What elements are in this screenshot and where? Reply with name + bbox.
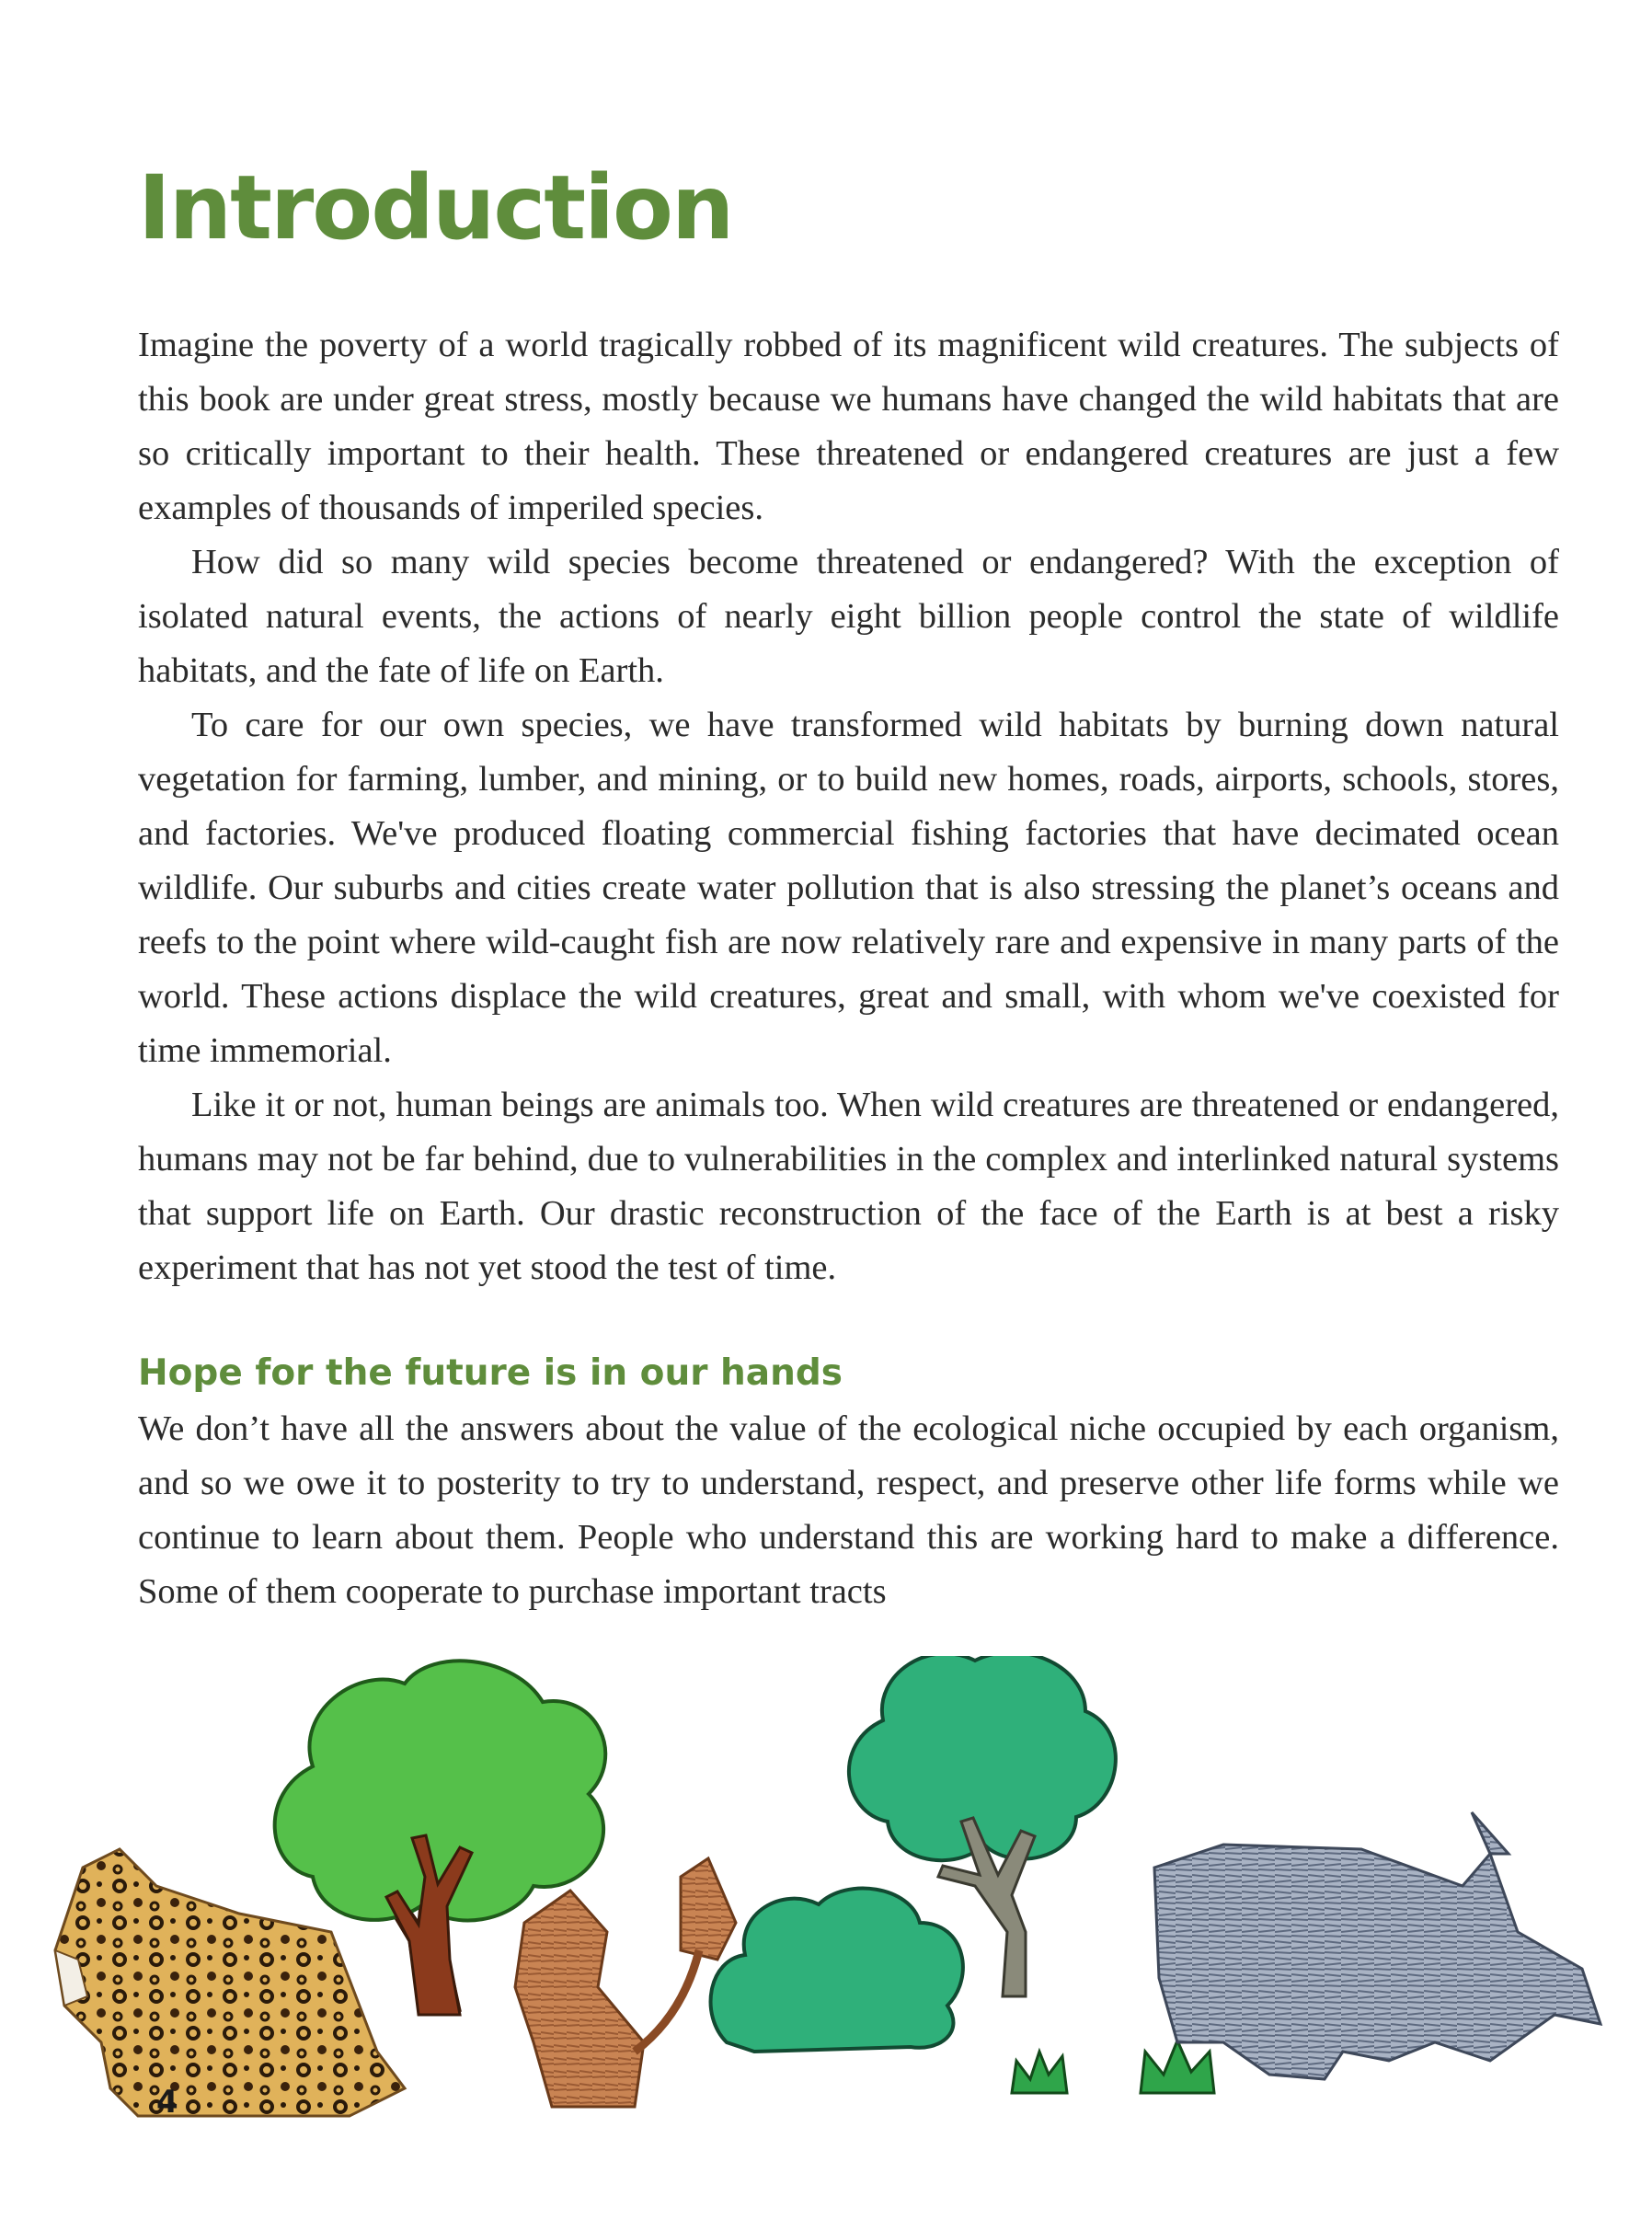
- grass-tuft: [1141, 2041, 1214, 2093]
- page-number: 4: [156, 2084, 178, 2121]
- intro-section: [138, 318, 1559, 1295]
- intro-paragraph: Like it or not, human beings are animals too. When wild creatures are threatened or endangered, humans may not be far behind, due to vulnerabilities in the complex and interlinked natural systems that support life on Earth. Our drastic reconstruction of the face of the Earth is at best a risky experiment that has not yet stood the test of time.: [138, 1086, 1559, 1287]
- page-title: Introduction: [138, 156, 733, 259]
- intro-paragraph: To care for our own species, we have transformed wild habitats by burning down natural vegetation for farming, lumber, and mining, or to build new homes, roads, airports, schools, stores, and factories. We've produced floating commercial fishing factories that have decimated ocean wildlife. Our suburbs and cities create water pollution that is also stressing the planet’s oceans and reefs to the point where wild-caught fish are now relatively rare and expensive in many parts of the world. These actions displace the wild creatures, great and small, with whom we've coexisted for time immemorial.: [138, 706, 1559, 1070]
- intro-paragraph: How did so many wild species become threatened or endangered? With the exception of isolated natural events, the actions of nearly eight billion people control the state of wildlife habitats, and the fate of life on Earth.: [138, 543, 1559, 690]
- bush: [711, 1889, 963, 2052]
- origami-monkey: [515, 1858, 736, 2107]
- origami-rhinoceros: [1154, 1812, 1600, 2079]
- hope-section: [138, 1402, 1559, 1619]
- section-subheading: Hope for the future is in our hands: [138, 1352, 843, 1394]
- intro-paragraph: Imagine the poverty of a world tragically robbed of its magnificent wild creatures. The subjects of this book are under great stress, mostly because we humans have changed the wild habitats that are so critically important to their health. These threatened or endangered creatures are just a few examples of thousands of imperiled species.: [138, 326, 1559, 527]
- hope-paragraph: We don’t have all the answers about the value of the ecological niche occupied by each organism, and so we owe it to posterity to try to understand, respect, and preserve other life forms while we continue to learn about them. People who understand this are working hard to make a difference. Some of them cooperate to purchase important tracts: [138, 1409, 1559, 1611]
- grass-tuft: [1012, 2052, 1067, 2093]
- origami-animals-illustration: [0, 1656, 1652, 2134]
